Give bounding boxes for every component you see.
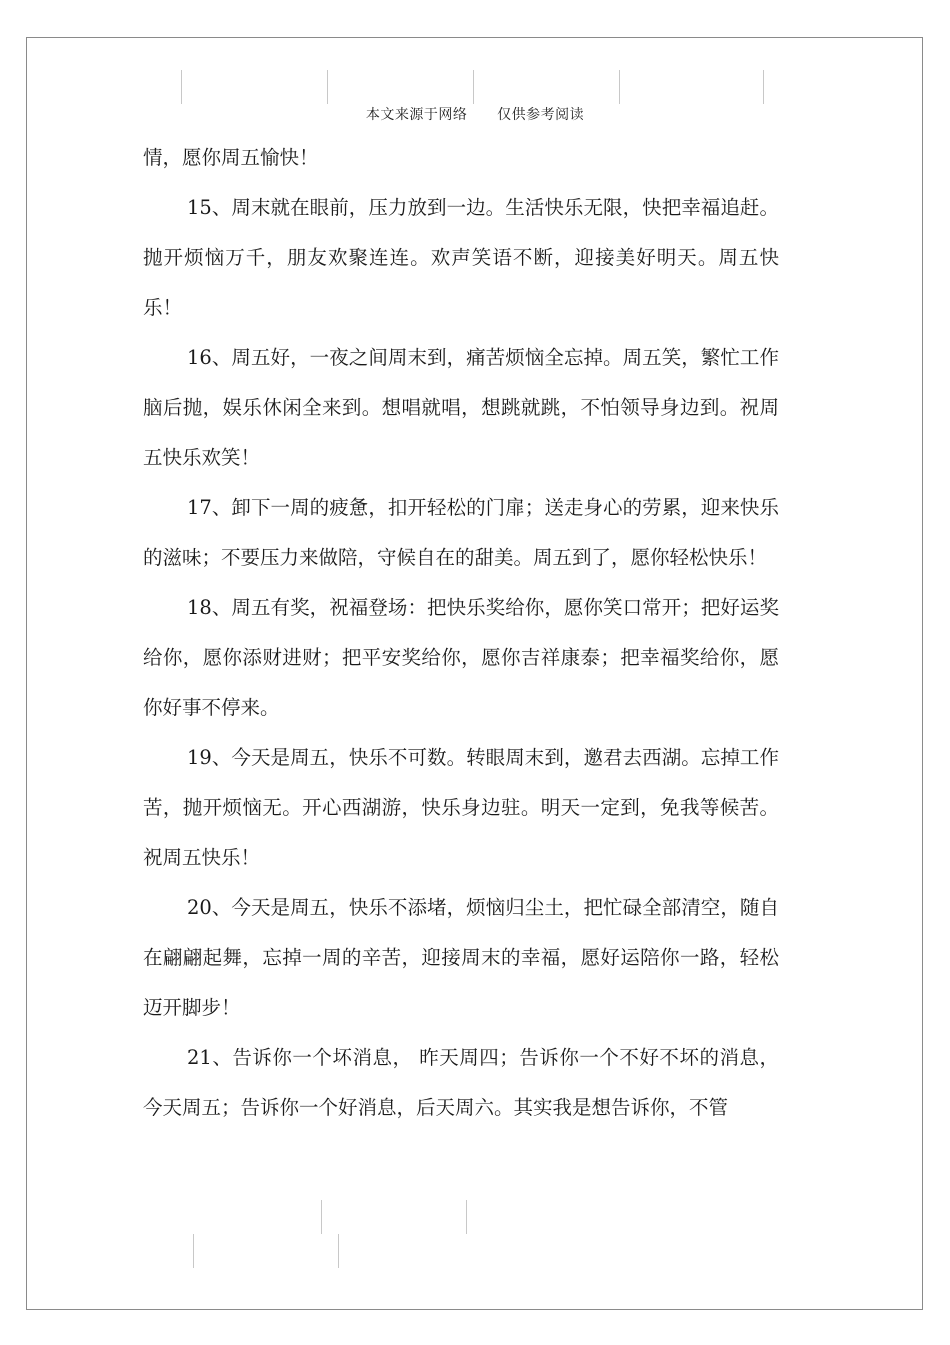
paragraph-continuation: 情，愿你周五愉快！ xyxy=(143,146,319,169)
document-body xyxy=(143,133,779,1133)
top-divider-line xyxy=(619,70,620,104)
top-divider-line xyxy=(473,70,474,104)
paragraph-15: 15、周末就在眼前，压力放到一边。生活快乐无限，快把幸福追赶。抛开烦恼万千，朋友欢聚连连。欢声笑语不断，迎接美好明天。周五快乐！ xyxy=(143,196,779,319)
bottom-divider-line xyxy=(466,1200,467,1234)
bottom-divider-line xyxy=(338,1234,339,1268)
paragraph-18: 18、周五有奖，祝福登场：把快乐奖给你，愿你笑口常开；把好运奖给你，愿你添财进财；把平安奖给你，愿你吉祥康泰；把幸福奖给你，愿你好事不停来。 xyxy=(143,596,779,719)
source-note: 本文来源于网络 仅供参考阅读 xyxy=(365,107,585,123)
paragraph-20: 20、今天是周五，快乐不添堵，烦恼归尘土，把忙碌全部清空，随自在翩翩起舞，忘掉一周的辛苦，迎接周末的幸福，愿好运陪你一路，轻松迈开脚步！ xyxy=(143,896,779,1019)
top-divider-line xyxy=(181,70,182,104)
paragraph-16: 16、周五好，一夜之间周末到，痛苦烦恼全忘掉。周五笑，繁忙工作脑后抛，娱乐休闲全来到。想唱就唱，想跳就跳，不怕领导身边到。祝周五快乐欢笑！ xyxy=(143,346,779,469)
top-divider-line xyxy=(327,70,328,104)
bottom-divider-line xyxy=(193,1234,194,1268)
paragraph-17: 17、卸下一周的疲惫，扣开轻松的门扉；送走身心的劳累，迎来快乐的滋味；不要压力来做陪，守候自在的甜美。周五到了，愿你轻松快乐！ xyxy=(143,496,779,569)
paragraph-21: 21、告诉你一个坏消息， 昨天周四；告诉你一个不好不坏的消息，今天周五；告诉你一个好消息，后天周六。其实我是想告诉你，不管 xyxy=(143,1046,779,1119)
top-divider-line xyxy=(763,70,764,104)
paragraph-19: 19、今天是周五，快乐不可数。转眼周末到，邀君去西湖。忘掉工作苦，抛开烦恼无。开心西湖游，快乐身边驻。明天一定到，免我等候苦。祝周五快乐！ xyxy=(143,746,779,869)
bottom-divider-line xyxy=(321,1200,322,1234)
